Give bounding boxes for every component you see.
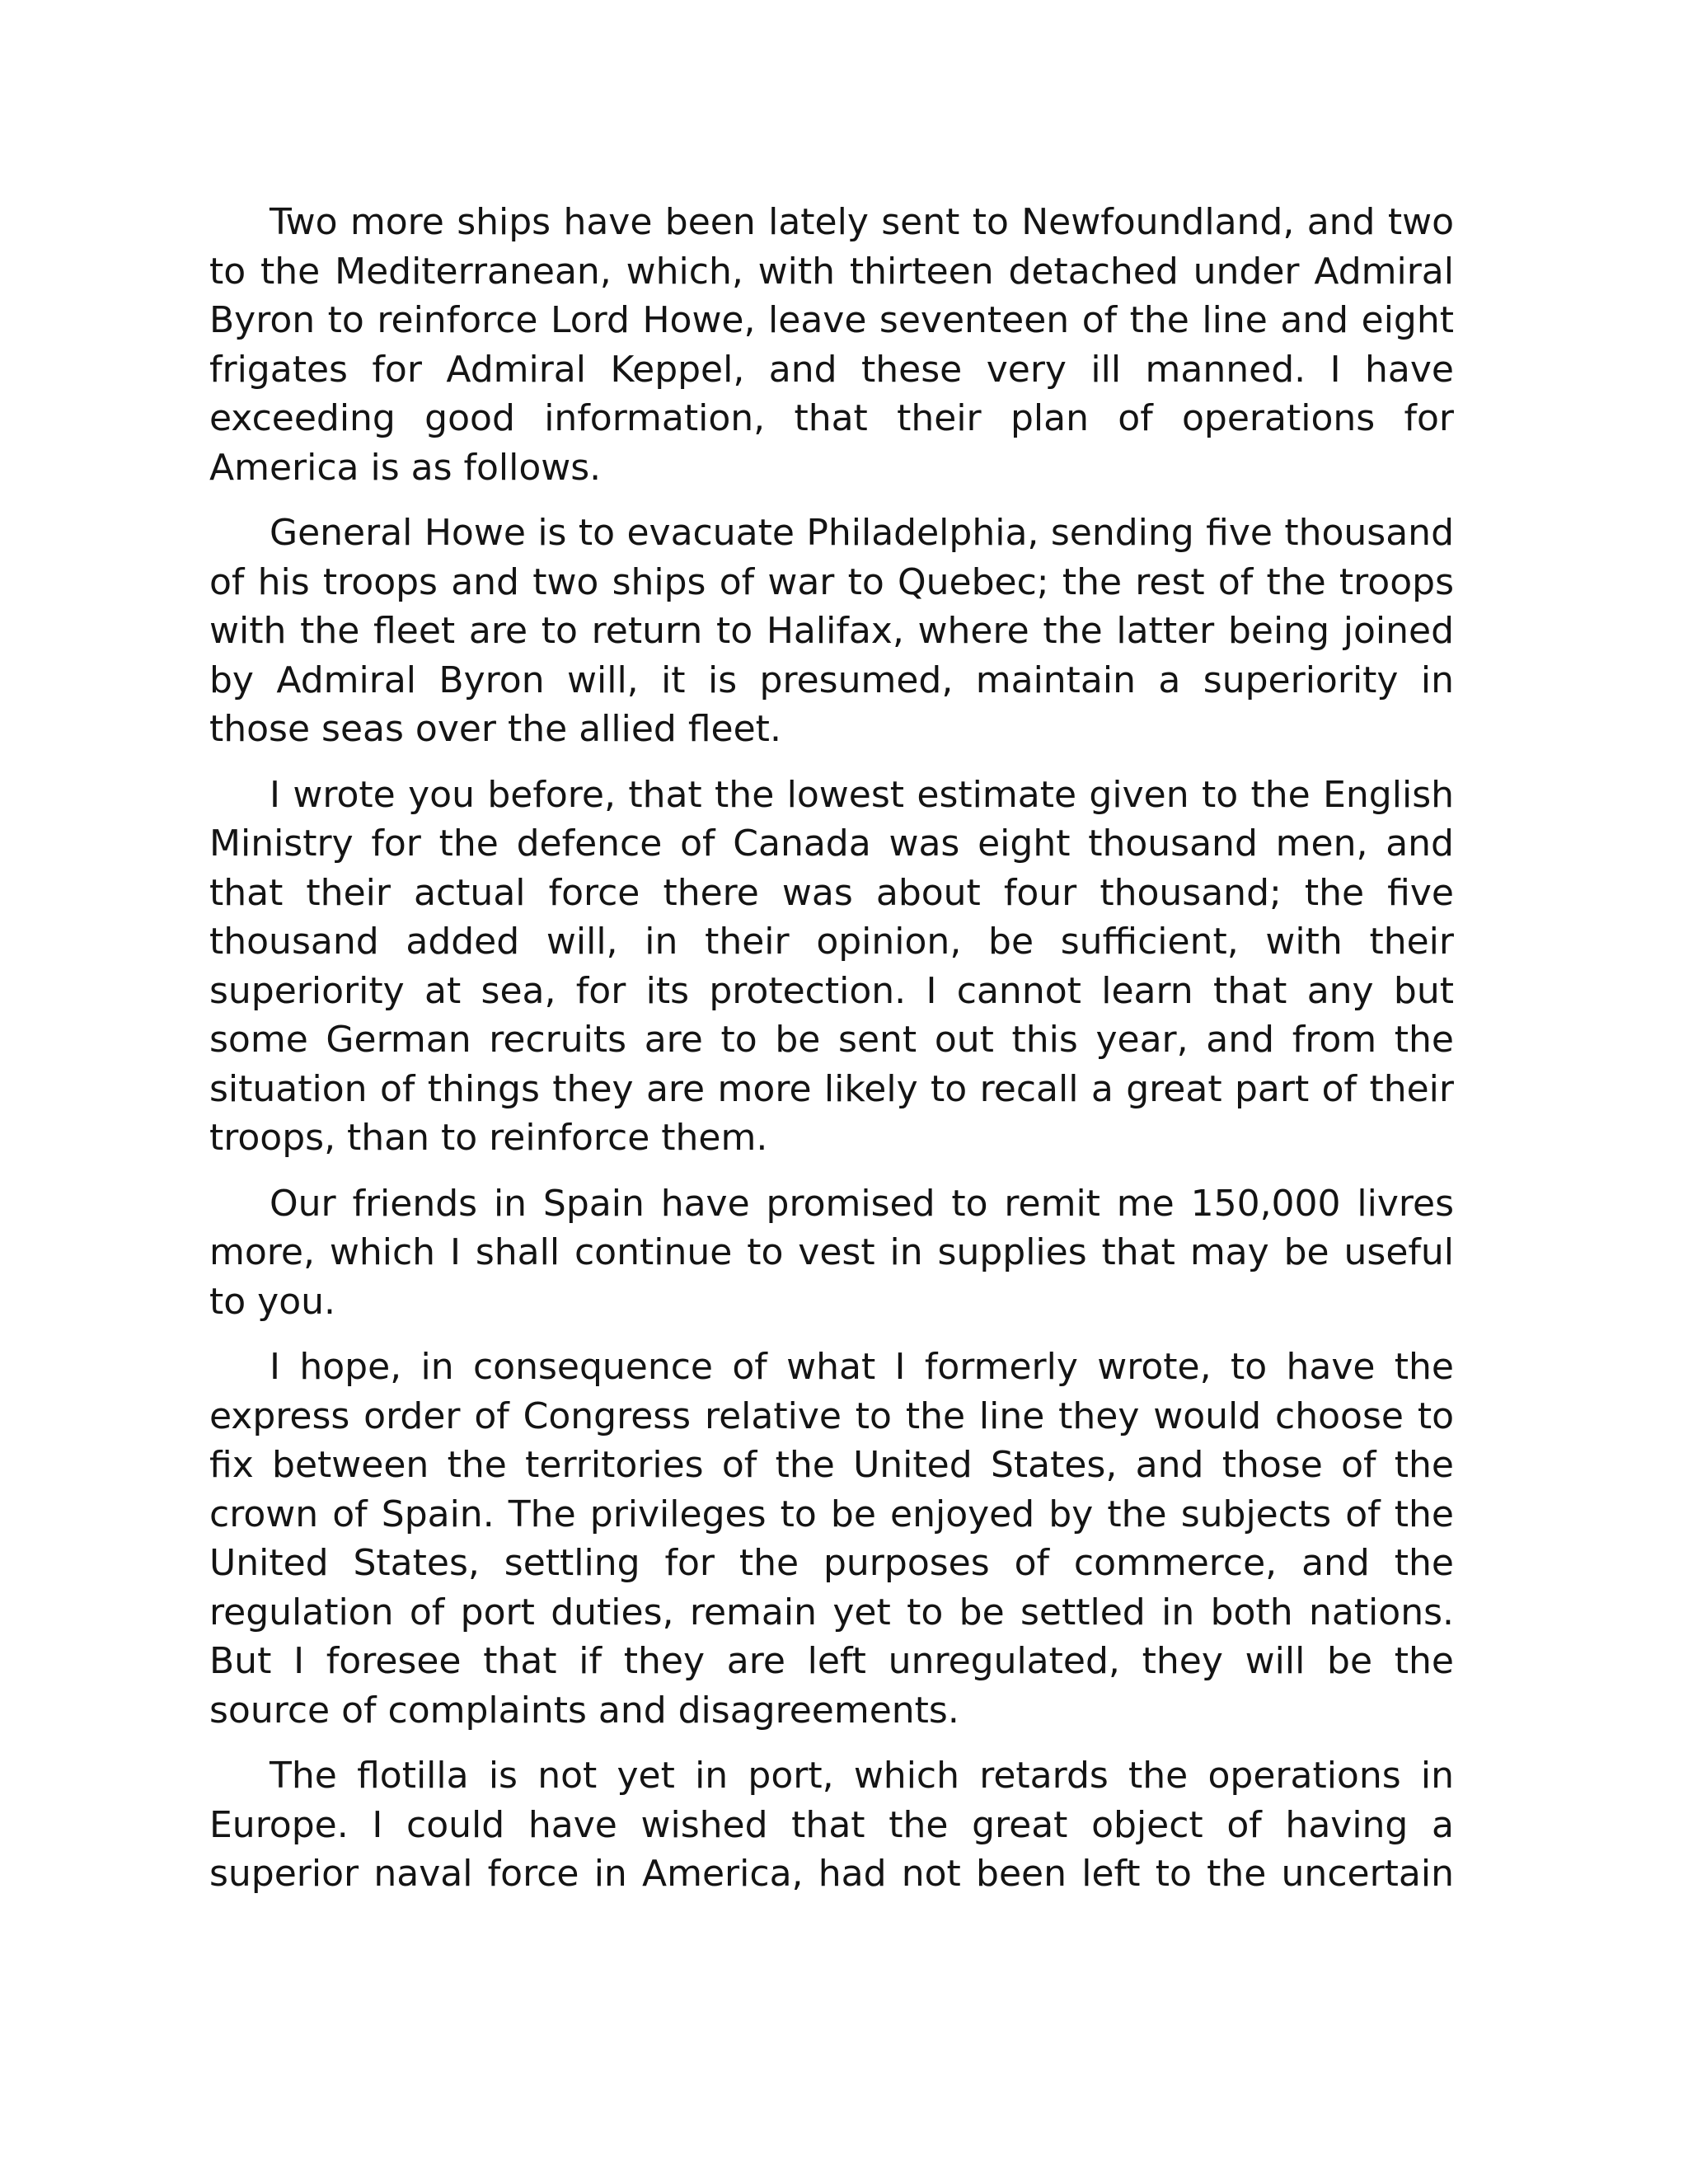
- paragraph: Two more ships have been lately sent to Newfoundland, and two to the Mediterranean, which, with thirteen detached under Admiral Byron to reinforce Lord Howe, leave seventeen of the line and eight frigates for Admiral Keppel, and these very ill manned. I have exceeding good information, that their plan of operations for America is as follows.: [209, 201, 1454, 489]
- paragraph: General Howe is to evacuate Philadelphia, sending five thousand of his troops and two ships of war to Quebec; the rest of the troops with the fleet are to return to Halifax, where the latter being joined by Admiral Byron will, it is presumed, maintain a superiority in those seas over the allied fleet.: [209, 512, 1454, 750]
- paragraph-continued: The flotilla is not yet in port, which retards the operations in Europe. I could have wished that the great object of having a superior naval force in America, had not been left to the uncertain: [209, 1755, 1454, 1895]
- paragraph: I hope, in consequence of what I formerly wrote, to have the express order of Congress relative to the line they would choose to fix between the territories of the United States, and those of the crown of Spain. The privileges to be enjoyed by the subjects of the United States, settling for the purposes of commerce, and the regulation of port duties, remain yet to be settled in both nations. But I foresee that if they are left unregulated, they will be the source of complaints and disagreements.: [209, 1346, 1454, 1732]
- paragraph: I wrote you before, that the lowest estimate given to the English Ministry for the defence of Canada was eight thousand men, and that their actual force there was about four thousand; the five thousand added will, in their opinion, be sufficient, with their superiority at sea, for its protection. I cannot learn that any but some German recruits are to be sent out this year, and from the situation of things they are more likely to recall a great part of their troops, than to reinforce them.: [209, 773, 1454, 1159]
- paragraph: Our friends in Spain have promised to remit me 150,000 livres more, which I shall continue to vest in supplies that may be useful to you.: [209, 1182, 1454, 1323]
- document-page: [209, 198, 1454, 1899]
